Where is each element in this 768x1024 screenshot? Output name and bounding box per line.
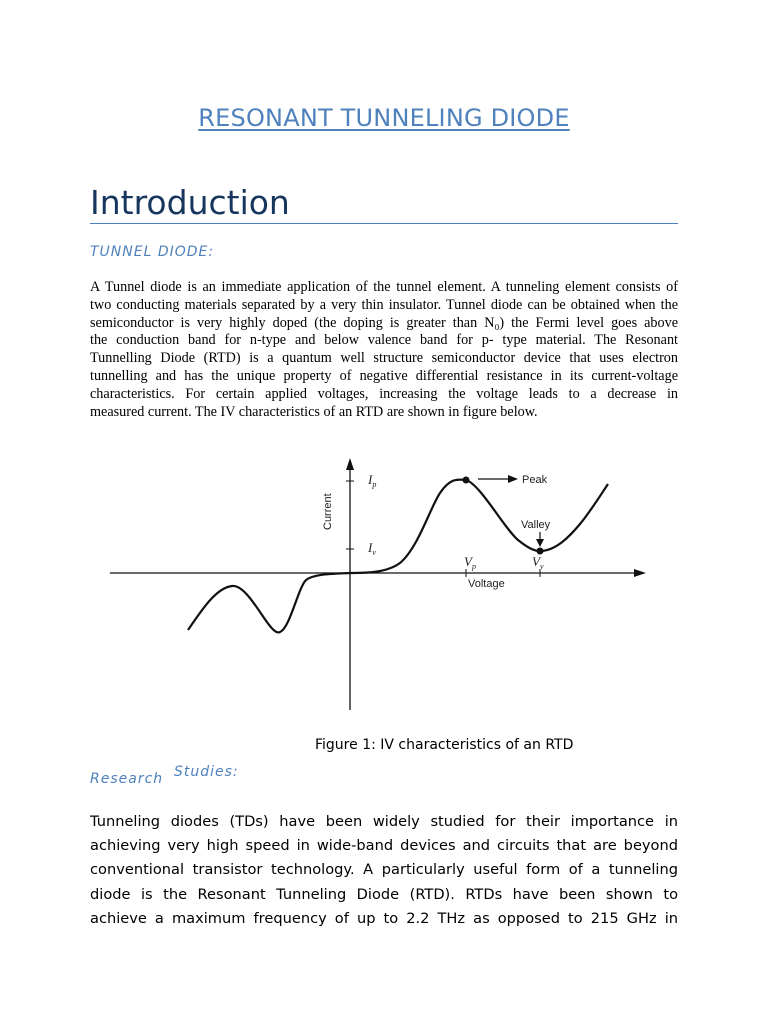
paragraph-line: Tunneling diodes (TDs) have been widely studied for their importance in	[90, 813, 678, 830]
heading-rule	[90, 223, 678, 224]
x-axis-label: Voltage	[468, 578, 505, 590]
valley-label: Valley	[521, 519, 551, 531]
paragraph-line: two conducting materials separated by a very thin insulator. Tunnel diode can be obtained when the	[90, 296, 678, 313]
figure-caption: Figure 1: IV characteristics of an RTD	[315, 737, 574, 753]
paragraph-line: diode is the Resonant Tunneling Diode (RTD). RTDs have been shown to	[90, 885, 678, 903]
paragraph-line: achieving very high speed in wide-band devices and circuits that are beyond	[90, 837, 678, 855]
iv-curve	[188, 480, 608, 633]
paragraph-line: A Tunnel diode is an immediate application of the tunnel element. A tunneling element consists of	[90, 279, 678, 295]
paragraph-tunnel-diode	[90, 279, 678, 421]
peak-point	[463, 477, 470, 484]
heading-research: Research	[90, 771, 164, 787]
y-axis-label: Current	[322, 493, 334, 530]
tick-label-ip: $I_p$	[368, 472, 377, 489]
paragraph-line: Tunnelling Diode (RTD) is a quantum well structure semiconductor device that uses electron	[90, 350, 678, 367]
paragraph-line: conventional transistor technology. A particularly useful form of a tunneling	[90, 861, 678, 879]
heading-introduction: Introduction	[90, 183, 290, 222]
paragraph-line: semiconductor is very highly doped (the doping is greater than N₀) the Fermi level goes above	[90, 314, 678, 331]
iv-characteristics-chart	[100, 448, 660, 718]
paragraph-research-studies	[90, 810, 678, 931]
x-axis-arrow	[634, 569, 646, 577]
peak-arrow-head	[508, 475, 518, 483]
tick-label-iv: $I_v$	[368, 540, 376, 557]
paragraph-line: measured current. The IV characteristics of an RTD are shown in figure below.	[90, 403, 538, 420]
paragraph-line: the conduction band for n-type and below valence band for p- type material. The Resonant	[90, 332, 678, 349]
document-title: RESONANT TUNNELING DIODE	[198, 104, 570, 132]
peak-label: Peak	[522, 474, 548, 486]
y-axis-arrow	[346, 458, 354, 470]
tick-label-vv: $V_v$	[532, 554, 544, 571]
valley-arrow-head	[536, 539, 544, 547]
paragraph-line: characteristics. For certain applied voltages, increasing the voltage leads to a decrease in	[90, 385, 678, 402]
paragraph-line: achieve a maximum frequency of up to 2.2 THz as opposed to 215 GHz in	[90, 909, 678, 927]
paragraph-line: tunnelling and has the unique property of negative differential resistance in its current-voltage	[90, 367, 678, 384]
tick-label-vp: $V_p$	[464, 554, 476, 571]
subheading-tunnel-diode: TUNNEL DIODE:	[90, 244, 215, 260]
heading-studies: Studies:	[174, 764, 239, 780]
